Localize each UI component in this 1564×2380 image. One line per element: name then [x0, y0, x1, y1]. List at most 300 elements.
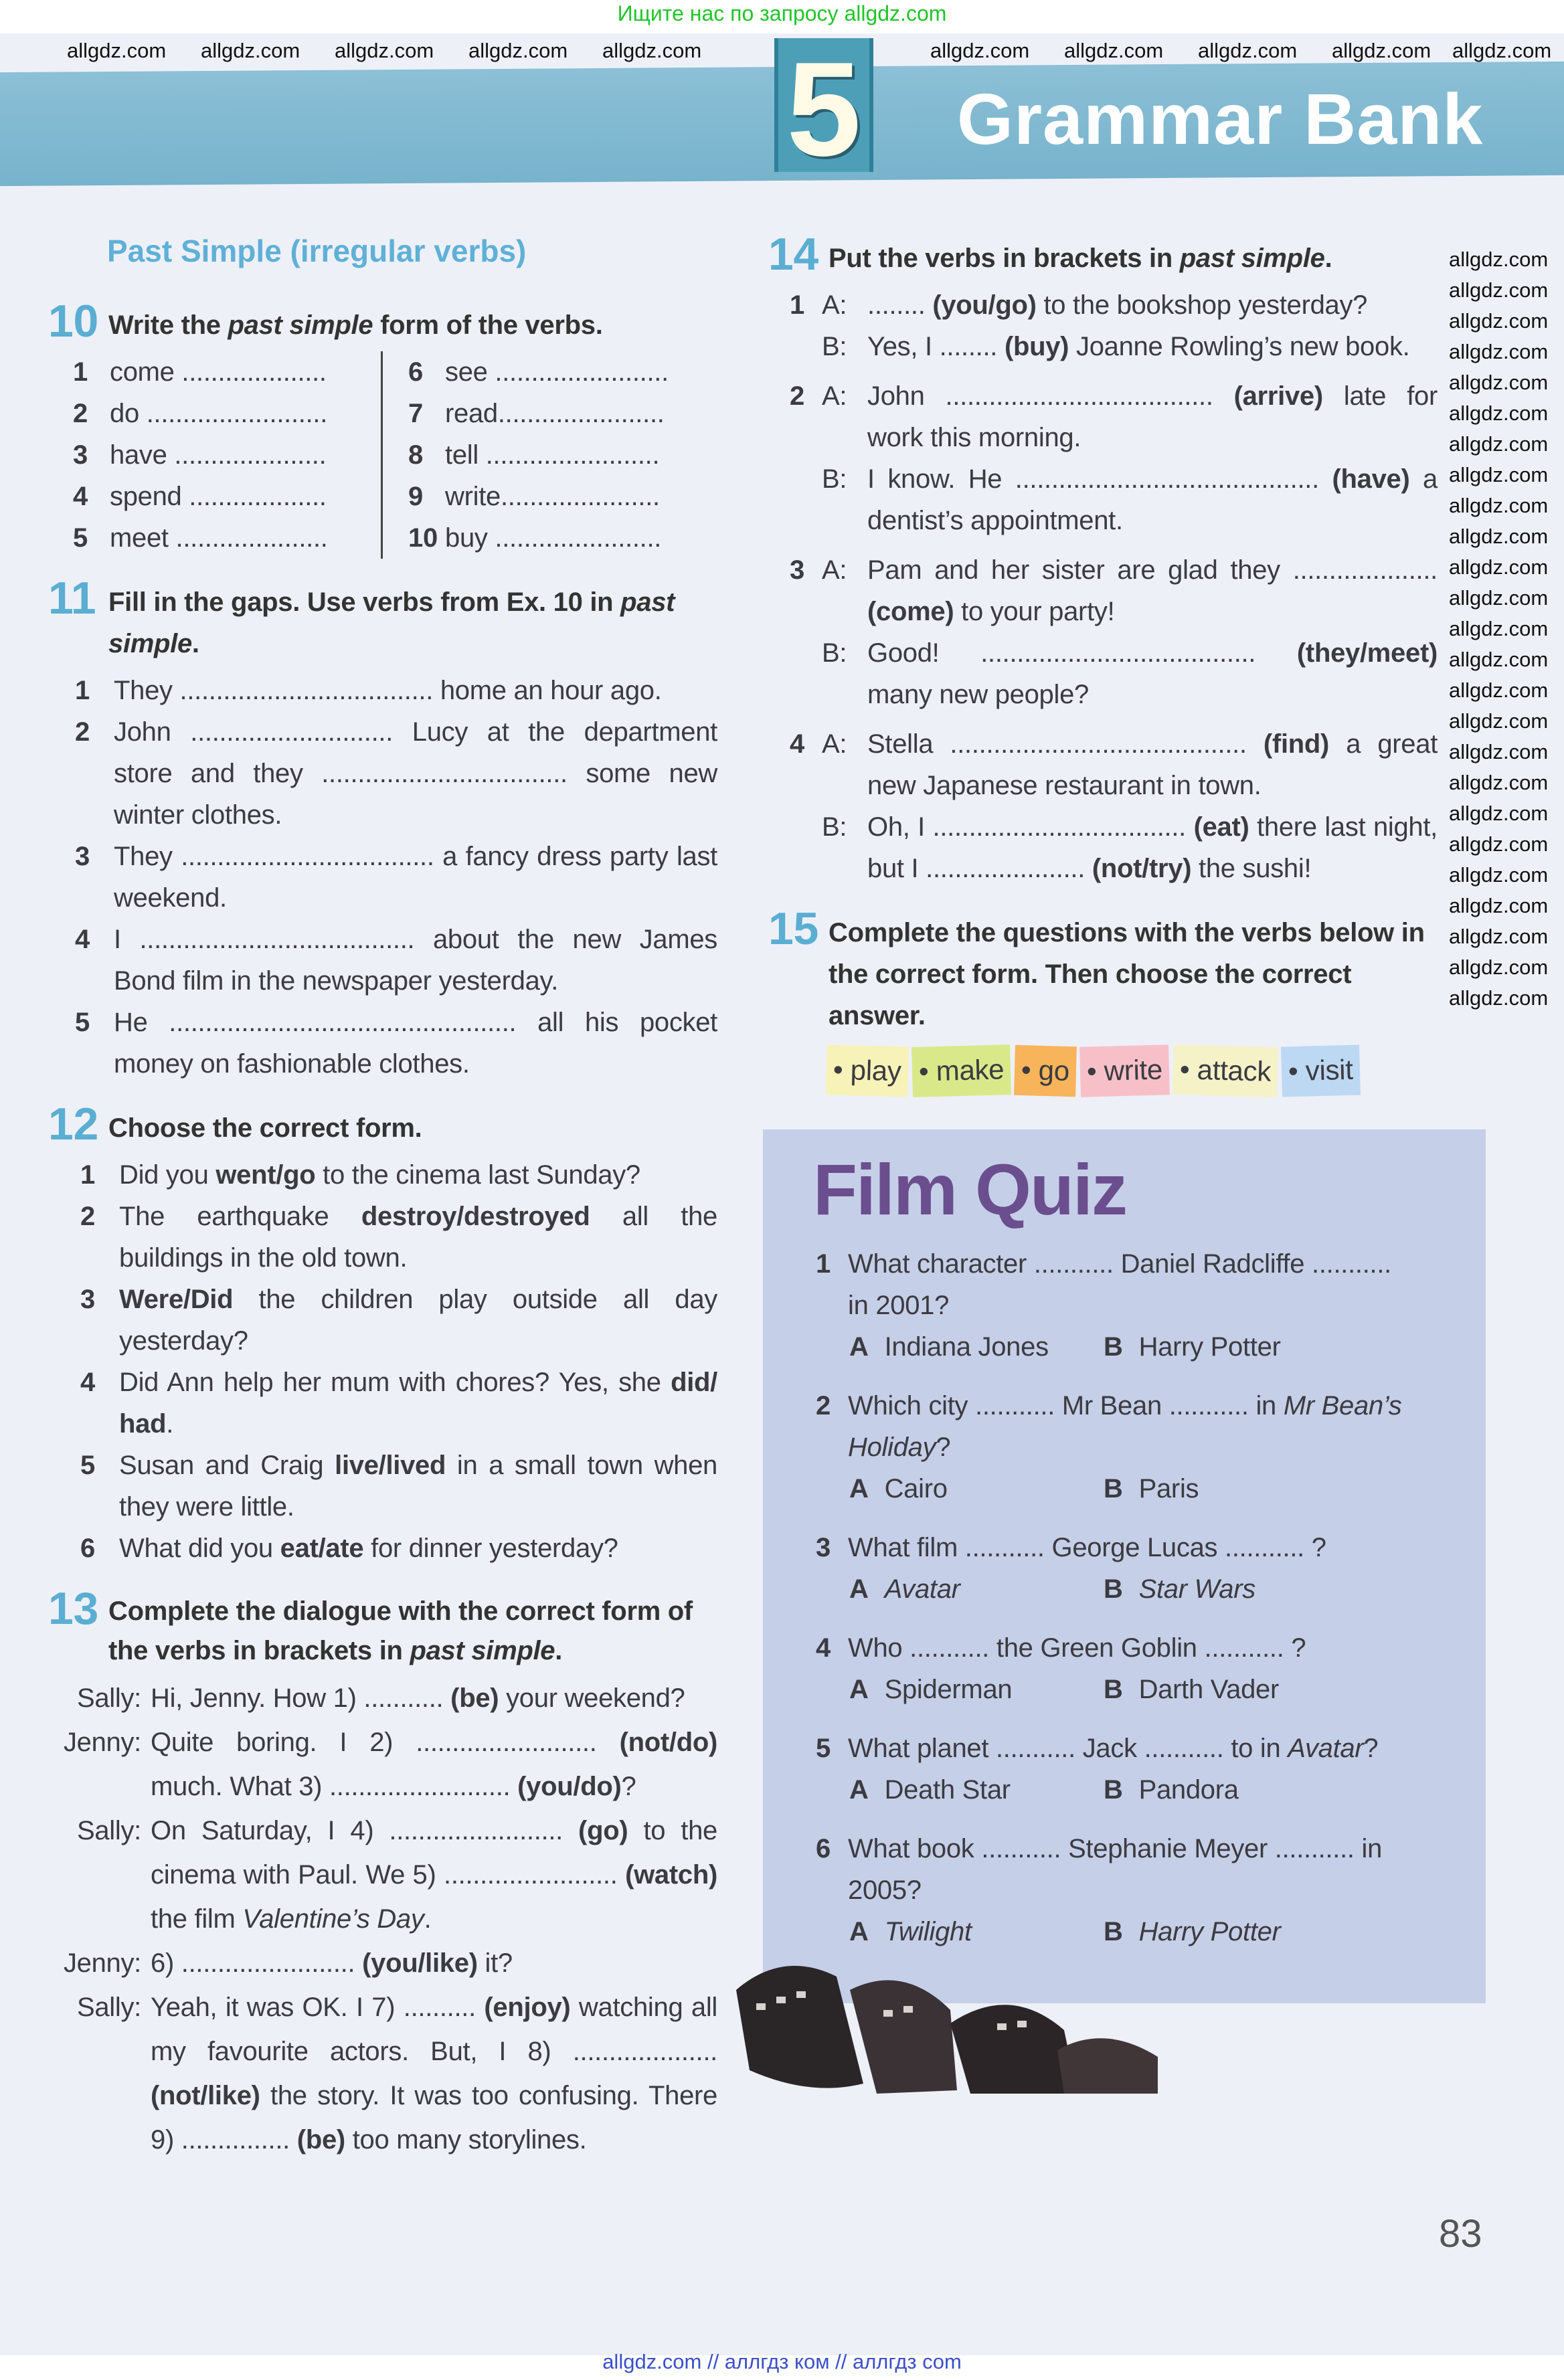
- item-number: 3: [80, 1285, 95, 1314]
- speaker-label: A:: [822, 555, 847, 585]
- question-number: 2: [816, 1391, 831, 1421]
- quiz-item: [816, 1728, 1418, 1811]
- option-text: Avatar: [884, 1574, 960, 1604]
- list-item: [80, 1154, 717, 1196]
- watermark: allgdz.com: [930, 39, 1030, 62]
- word-box: [827, 1046, 1438, 1096]
- watermark: allgdz.com: [1064, 39, 1164, 62]
- text-segment: (be): [450, 1683, 499, 1713]
- film-quiz-box: [763, 1129, 1486, 2003]
- watermark: allgdz.com: [1449, 925, 1549, 948]
- item-number: [790, 326, 822, 367]
- item-number: 1: [75, 676, 90, 705]
- list-item: [75, 836, 717, 919]
- dialogue-line: [790, 549, 1438, 632]
- text-segment: the children play outside all day yesterday?: [119, 1285, 717, 1356]
- item-number: 4: [80, 1368, 95, 1397]
- verb-item: [73, 393, 381, 434]
- dialogue-text: [151, 1941, 717, 1985]
- watermark: allgdz.com: [1449, 401, 1549, 425]
- text-segment: late for work this morning.: [867, 381, 1438, 452]
- text-segment: (find): [1263, 729, 1330, 759]
- exercise-heading: [48, 304, 717, 346]
- text-segment: The earthquake: [119, 1202, 361, 1231]
- exercise-heading: [768, 912, 1438, 1036]
- text-segment: ........: [867, 290, 933, 320]
- dialogue-line: [790, 632, 1438, 715]
- item-number: 5: [80, 1451, 95, 1480]
- text-segment: the film: [151, 1904, 243, 1934]
- text-segment: ?: [621, 1772, 636, 1801]
- text-segment: He ................................................ all his pocket money on fashionable clothes.: [114, 1008, 717, 1079]
- verb-with-blank: meet .....................: [110, 523, 328, 553]
- item-number: 1: [80, 1160, 95, 1190]
- item-number: 4: [790, 729, 804, 759]
- text-segment: Joanne Rowling’s new book.: [1069, 332, 1410, 361]
- exercise-12: [48, 1099, 718, 1569]
- option-letter: A: [849, 1332, 869, 1362]
- item-number: 1: [790, 290, 804, 320]
- dialogue-text: [867, 806, 1438, 889]
- answer-option-b[interactable]: [1104, 1326, 1281, 1368]
- text-segment: What character ........... Daniel Radcliffe ........... in 2001?: [848, 1249, 1391, 1320]
- text-segment: form of the verbs.: [373, 310, 603, 340]
- option-letter: A: [849, 1574, 869, 1604]
- list-item: [80, 1445, 717, 1528]
- item-number: 6: [80, 1534, 95, 1563]
- dialogue-line: [33, 1809, 717, 1941]
- list-item: [75, 919, 717, 1002]
- option-text: Spiderman: [884, 1675, 1013, 1704]
- text-segment: a dentist’s appointment.: [867, 464, 1438, 535]
- quiz-item: [816, 1828, 1418, 1952]
- text-segment: Write the: [108, 310, 228, 340]
- watermark: allgdz.com: [1449, 832, 1549, 856]
- text-segment: (they/meet): [1296, 638, 1438, 668]
- verb-list-left: [73, 351, 381, 559]
- dialogue-line: [790, 326, 1438, 367]
- page-title: Grammar Bank: [957, 78, 1484, 159]
- answer-options: [849, 1568, 1418, 1610]
- text-segment: live/lived: [335, 1451, 446, 1480]
- text-segment: I know. He ..........................................: [867, 464, 1332, 494]
- dialogue-text: [867, 326, 1438, 367]
- watermark: allgdz.com: [1449, 494, 1549, 517]
- text-segment: (you/do): [517, 1772, 622, 1801]
- dialogue-text: [867, 375, 1438, 458]
- question-text: [816, 1728, 1418, 1769]
- speaker-name: Sally:: [76, 1816, 141, 1845]
- text-segment: Good! ......................................: [867, 638, 1297, 668]
- dialogue-text: [867, 284, 1438, 326]
- option-text: Darth Vader: [1138, 1675, 1279, 1704]
- verb-with-blank: buy .......................: [445, 523, 662, 553]
- item-number: 3: [75, 842, 90, 871]
- dialogue-text: [867, 458, 1438, 541]
- text-segment: (be): [296, 2125, 345, 2155]
- choose-form-list: [80, 1154, 717, 1569]
- watermark: allgdz.com: [1449, 709, 1549, 733]
- question-text: [816, 1828, 1418, 1911]
- exercise-number: 11: [48, 573, 96, 624]
- text-segment: 6) ........................: [151, 1948, 363, 1978]
- text-segment: Stella .........................................: [867, 729, 1264, 759]
- page-number: 83: [1439, 2212, 1482, 2256]
- dialogue-text: [151, 1809, 717, 1941]
- text-segment: Did you: [119, 1160, 216, 1190]
- text-segment: eat/ate: [280, 1534, 364, 1563]
- watermark: allgdz.com: [1449, 802, 1549, 825]
- text-segment: (not/do): [619, 1728, 717, 1757]
- watermark: allgdz.com: [1449, 555, 1549, 579]
- option-letter: B: [1104, 1775, 1123, 1805]
- item-number: 6: [408, 357, 423, 387]
- option-letter: A: [849, 1474, 869, 1503]
- text-segment: Did Ann help her mum with chores? Yes, she: [119, 1368, 671, 1397]
- text-segment: ?: [936, 1433, 951, 1462]
- item-number: [790, 632, 822, 715]
- film-reel-illustration: [729, 1950, 1171, 2104]
- list-item: [75, 711, 717, 836]
- answer-options: [849, 1326, 1418, 1368]
- verb-with-blank: have .....................: [110, 440, 327, 470]
- verb-with-blank: tell ........................: [445, 440, 660, 470]
- text-segment: (have): [1332, 464, 1410, 494]
- text-segment: Which city ........... Mr Bean ........... in: [848, 1391, 1284, 1421]
- answer-options: [849, 1468, 1418, 1509]
- text-segment: Put the verbs in brackets in: [829, 244, 1180, 273]
- watermark: allgdz.com: [1449, 309, 1549, 333]
- text-segment: to the bookshop yesterday?: [1036, 290, 1368, 320]
- dialogue-line: [33, 1676, 717, 1720]
- item-text: [114, 836, 717, 919]
- word-chip: • visit: [1281, 1044, 1361, 1097]
- text-segment: .: [1324, 244, 1332, 273]
- text-segment: (you/go): [932, 290, 1037, 320]
- text-segment: (not/try): [1092, 854, 1192, 883]
- text-segment: it?: [477, 1948, 513, 1978]
- item-text: [119, 1445, 717, 1528]
- item-number: 4: [73, 482, 88, 511]
- option-text: Cairo: [884, 1474, 948, 1503]
- text-segment: John ............................ Lucy at the department store and they .................................. some new winter clothes.: [114, 717, 717, 830]
- text-segment: (enjoy): [484, 1993, 571, 2022]
- option-letter: B: [1104, 1474, 1123, 1503]
- quiz-item: [816, 1627, 1418, 1710]
- text-segment: Avatar: [1288, 1734, 1364, 1763]
- list-item: [80, 1528, 717, 1569]
- exercise-11: [48, 573, 717, 1085]
- text-segment: past simple: [1179, 244, 1325, 273]
- exercise-10: [48, 296, 717, 559]
- text-segment: Quite boring. I 2) .........................: [151, 1728, 620, 1757]
- item-number: 2: [73, 399, 88, 428]
- exercise-13: [48, 1583, 718, 2162]
- answer-option-a[interactable]: [849, 1911, 972, 1952]
- dialogue-item: [790, 284, 1438, 367]
- quiz-item: [816, 1243, 1418, 1368]
- text-segment: Susan and Craig: [119, 1451, 335, 1480]
- item-number: 3: [73, 440, 88, 470]
- watermark: allgdz.com: [1449, 248, 1549, 271]
- dialogue-line: [33, 1985, 717, 2162]
- watermark: allgdz.com: [1449, 648, 1549, 671]
- answer-option-b[interactable]: [1104, 1769, 1239, 1811]
- text-segment: On Saturday, I 4) ........................: [151, 1816, 579, 1845]
- speaker-label: B:: [822, 464, 847, 494]
- item-number: 2: [75, 717, 90, 747]
- word-chip: • attack: [1172, 1044, 1278, 1097]
- watermark: allgdz.com: [1449, 371, 1549, 394]
- text-segment: Yes, I ........: [867, 332, 1005, 361]
- verb-item: [408, 351, 716, 393]
- verb-item: [73, 476, 381, 517]
- verb-item: [408, 434, 716, 476]
- watermark: allgdz.com: [1449, 771, 1549, 794]
- column-divider: [381, 351, 383, 559]
- dialogue-line: [33, 1941, 717, 1985]
- text-segment: Mr Bean’s Holiday: [848, 1391, 1402, 1462]
- watermark: allgdz.com: [201, 39, 300, 62]
- watermark: allgdz.com: [1332, 39, 1431, 62]
- question-number: 4: [816, 1633, 831, 1663]
- watermark: allgdz.com: [1449, 955, 1549, 979]
- exercise-heading: [48, 1107, 717, 1149]
- dialogue-line: [790, 458, 1438, 541]
- list-item: [75, 1002, 717, 1085]
- text-segment: there last night, but I ......................: [867, 812, 1438, 883]
- text-segment: Complete the questions with the verbs below in the correct form. Then choose the correct answer.: [829, 918, 1425, 1030]
- item-text: [114, 919, 717, 1002]
- item-text: [119, 1362, 717, 1445]
- watermark: allgdz.com: [1452, 39, 1552, 62]
- text-segment: (buy): [1004, 332, 1069, 361]
- verb-item: [73, 517, 381, 559]
- word-chip: • play: [826, 1044, 909, 1097]
- watermark: allgdz.com: [1449, 525, 1549, 548]
- watermark: allgdz.com: [1198, 39, 1298, 62]
- text-segment: past simple: [228, 310, 373, 340]
- text-segment: What film ........... George Lucas ........... ?: [848, 1533, 1326, 1562]
- watermark: allgdz.com: [1449, 432, 1549, 456]
- watermark: allgdz.com: [67, 39, 167, 62]
- option-text: Pandora: [1138, 1775, 1239, 1805]
- watermark: allgdz.com: [1449, 463, 1549, 486]
- text-segment: (go): [578, 1816, 628, 1845]
- item-number: 4: [75, 925, 90, 954]
- option-text: Death Star: [884, 1775, 1011, 1805]
- text-segment: What book ........... Stephanie Meyer ........... in 2005?: [848, 1834, 1383, 1905]
- speaker-name: Sally:: [76, 1683, 141, 1713]
- text-segment: Pam and her sister are glad they ....................: [867, 555, 1438, 585]
- exercise-heading: [48, 1592, 717, 1671]
- text-segment: Fill in the gaps. Use verbs from Ex. 10 in: [108, 587, 621, 617]
- verb-with-blank: see ........................: [445, 357, 669, 387]
- text-segment: ?: [1363, 1734, 1379, 1763]
- text-segment: (eat): [1193, 812, 1249, 842]
- speaker-label: B:: [822, 812, 847, 842]
- item-text: [114, 1002, 717, 1085]
- dialogue-line: [790, 723, 1438, 806]
- text-segment: too many storylines.: [345, 2125, 587, 2155]
- option-text: Paris: [1138, 1474, 1199, 1503]
- text-segment: your weekend?: [499, 1683, 685, 1713]
- watermark: allgdz.com: [1449, 740, 1549, 763]
- text-segment: What planet ........... Jack ........... to in: [848, 1734, 1288, 1763]
- answer-option-a[interactable]: [849, 1326, 1049, 1368]
- answer-option-a[interactable]: [849, 1468, 948, 1509]
- word-chip: • write: [1079, 1044, 1170, 1097]
- answer-option-a[interactable]: [849, 1669, 1012, 1710]
- chapter-number: 5: [786, 35, 861, 184]
- answer-option-a[interactable]: [849, 1769, 1011, 1811]
- option-text: Harry Potter: [1138, 1332, 1281, 1362]
- dialogue-item: [790, 549, 1438, 715]
- verb-with-blank: write......................: [445, 482, 660, 511]
- text-segment: the story. It was too confusing. There 9) ...............: [151, 2081, 717, 2155]
- question-text: [816, 1385, 1418, 1468]
- watermark: allgdz.com: [1449, 340, 1549, 363]
- speaker-label: A:: [822, 381, 847, 411]
- verb-item: [408, 517, 716, 559]
- text-segment: to the cinema with Paul. We 5) ........................: [151, 1816, 717, 1890]
- watermark: allgdz.com: [1449, 894, 1549, 917]
- quiz-title: Film Quiz: [813, 1149, 1126, 1230]
- item-text: [119, 1196, 717, 1279]
- dialogue-text: [867, 632, 1438, 715]
- text-segment: (not/like): [151, 2081, 260, 2110]
- item-number: 5: [73, 523, 88, 553]
- item-number: 3: [790, 555, 804, 585]
- verb-lists: [73, 351, 717, 559]
- verb-item: [408, 476, 716, 517]
- option-letter: B: [1104, 1574, 1123, 1604]
- text-segment: Hi, Jenny. How 1) ...........: [151, 1683, 451, 1713]
- answer-options: [849, 1911, 1418, 1952]
- answer-option-a[interactable]: [849, 1568, 960, 1610]
- exercise-14: [768, 229, 1438, 889]
- dialogue-item: [790, 375, 1438, 541]
- text-segment: did/ had: [119, 1368, 717, 1439]
- right-column: [768, 229, 1438, 2003]
- dialogue-line: [790, 284, 1438, 326]
- item-number: [790, 806, 822, 889]
- exercise-number: 10: [48, 296, 99, 347]
- text-segment: (you/like): [362, 1948, 478, 1978]
- option-text: Star Wars: [1138, 1574, 1255, 1604]
- dialogue-item: [790, 723, 1438, 889]
- text-segment: much. What 3) .........................: [151, 1772, 518, 1801]
- option-letter: B: [1104, 1675, 1123, 1704]
- verb-with-blank: spend ...................: [110, 482, 327, 511]
- watermark: allgdz.com: [1449, 278, 1549, 302]
- text-segment: past simple: [108, 587, 675, 658]
- speaker-label: A:: [822, 290, 847, 320]
- text-segment: They ................................... a fancy dress party last weekend.: [114, 842, 717, 913]
- option-letter: B: [1104, 1917, 1123, 1946]
- item-text: [114, 670, 717, 711]
- answer-option-b[interactable]: [1104, 1568, 1255, 1610]
- item-number: [790, 458, 822, 541]
- text-segment: Oh, I ...................................: [867, 812, 1194, 842]
- item-text: [114, 711, 717, 836]
- answer-option-b[interactable]: [1104, 1669, 1279, 1710]
- answer-option-b[interactable]: [1104, 1911, 1281, 1952]
- verb-item: [408, 393, 716, 434]
- exercise-heading: [768, 238, 1438, 279]
- text-segment: Complete the dialogue with the correct form of the verbs in brackets in: [108, 1596, 693, 1665]
- left-column: [48, 296, 718, 2185]
- item-text: [119, 1528, 717, 1569]
- list-item: [80, 1196, 717, 1279]
- speaker-label: B:: [822, 638, 847, 668]
- chapter-box: [774, 35, 873, 184]
- section-title: Past Simple (irregular verbs): [107, 234, 527, 268]
- text-segment: .: [424, 1904, 432, 1934]
- dialogue: [33, 1676, 717, 2162]
- text-segment: (arrive): [1233, 381, 1323, 411]
- option-letter: A: [849, 1775, 869, 1805]
- item-number: 8: [408, 440, 423, 470]
- footer-links: allgdz.com // аллгдз ком // аллгдз com: [602, 2350, 962, 2373]
- option-letter: A: [849, 1675, 869, 1704]
- watermark: allgdz.com: [602, 39, 702, 62]
- word-chip: • make: [911, 1044, 1011, 1097]
- verb-with-blank: do .........................: [110, 399, 328, 428]
- item-text: [119, 1279, 717, 1362]
- option-text: Indiana Jones: [884, 1332, 1049, 1362]
- watermark: allgdz.com: [1449, 617, 1549, 640]
- quiz-item: [816, 1527, 1418, 1610]
- speaker-label: B:: [822, 332, 847, 361]
- question-text: [816, 1627, 1418, 1669]
- list-item: [80, 1362, 717, 1445]
- text-segment: Who ........... the Green Goblin ........... ?: [848, 1633, 1306, 1663]
- dialogue-line: [33, 1720, 717, 1809]
- question-text: [816, 1243, 1418, 1326]
- item-number: 2: [790, 381, 804, 411]
- verb-item: [73, 351, 381, 393]
- item-number: 9: [408, 482, 423, 511]
- text-segment: in a small town when they were little.: [119, 1451, 717, 1522]
- watermark: allgdz.com: [1449, 986, 1549, 1010]
- text-segment: all the buildings in the old town.: [119, 1202, 718, 1273]
- question-number: 1: [816, 1249, 831, 1279]
- watermark: allgdz.com: [468, 39, 568, 62]
- watermark: allgdz.com: [1449, 678, 1549, 702]
- text-segment: John .....................................: [867, 381, 1234, 411]
- option-text: Harry Potter: [1138, 1917, 1281, 1946]
- quiz-item: [816, 1385, 1418, 1509]
- text-segment: Valentine’s Day: [242, 1904, 424, 1934]
- text-segment: (watch): [625, 1860, 717, 1890]
- dialogue-text: [867, 549, 1438, 632]
- question-number: 6: [816, 1834, 831, 1863]
- answer-option-b[interactable]: [1104, 1468, 1199, 1509]
- exercise-number: 15: [768, 903, 819, 954]
- speaker-label: A:: [822, 729, 847, 759]
- text-segment: a great new Japanese restaurant in town.: [867, 729, 1438, 800]
- text-segment: Choose the correct form.: [108, 1113, 422, 1143]
- item-number: 5: [75, 1008, 90, 1037]
- question-number: 5: [816, 1734, 831, 1763]
- gap-fill-list: [75, 670, 717, 1085]
- watermark: allgdz.com: [1449, 863, 1549, 887]
- exercise-number: 13: [48, 1583, 99, 1634]
- dialogue-text: [151, 1720, 717, 1809]
- speaker-name: Jenny:: [63, 1948, 141, 1978]
- answer-options: [849, 1769, 1418, 1811]
